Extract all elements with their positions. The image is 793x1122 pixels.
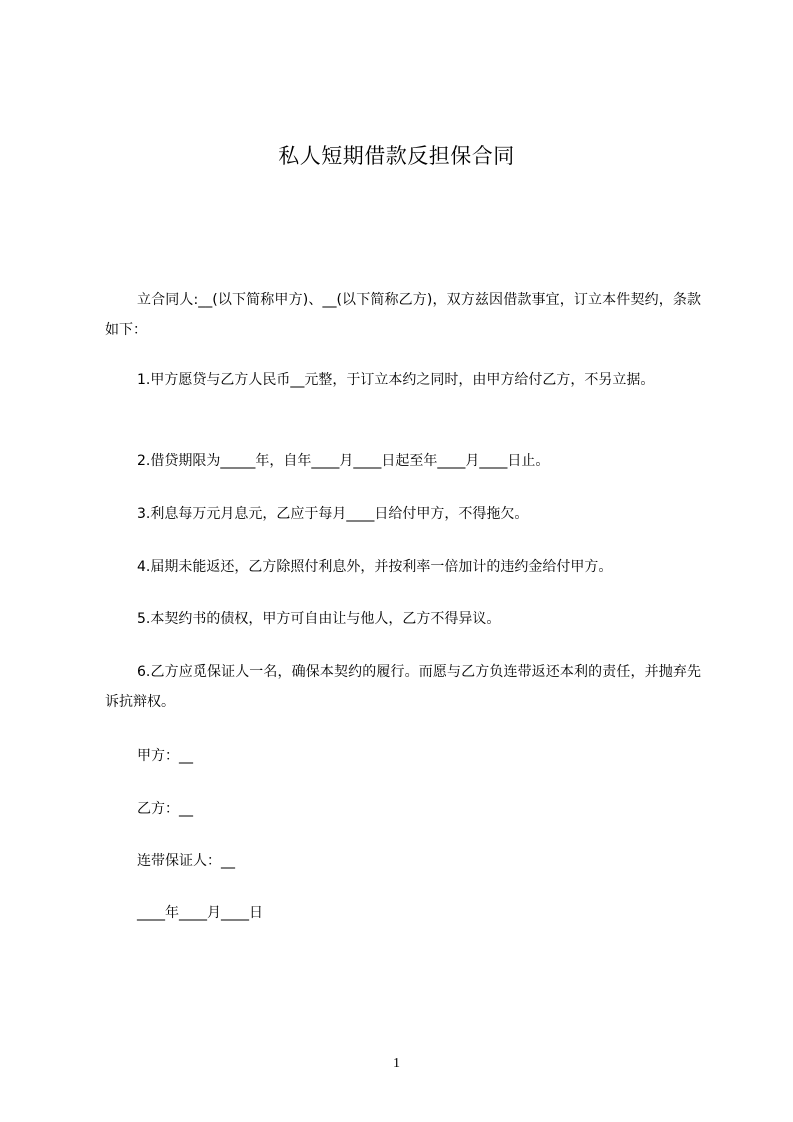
clause-2-loan-term: 2.借贷期限为_____年，自年____月____日起至年____月____日止。	[137, 453, 550, 469]
signature-guarantor: 连带保证人：__	[137, 853, 235, 869]
clause-3-interest: 3.利息每万元月息元，乙应于每月____日给付甲方，不得拖欠。	[137, 506, 529, 522]
signature-party-b: 乙方：__	[137, 801, 193, 817]
signature-party-a: 甲方：__	[137, 748, 193, 764]
clause-5-creditor-rights: 5.本契约书的债权，甲方可自由让与他人，乙方不得异议。	[137, 611, 501, 627]
signature-date: ____年____月____日	[137, 905, 263, 921]
paragraph-contracting-parties: 立合同人:__(以下简称甲方)、__(以下简称乙方)，双方兹因借款事宜，订立本件契约，条款如下：	[105, 292, 701, 338]
clause-4-default-penalty: 4.届期未能返还，乙方除照付利息外，并按利率一倍加计的违约金给付甲方。	[137, 559, 613, 575]
page-number: 1	[393, 1056, 400, 1071]
document-title: 私人短期借款反担保合同	[278, 144, 515, 168]
clause-1-loan-amount: 1.甲方愿贷与乙方人民币__元整，于订立本约之同时，由甲方给付乙方，不另立据。	[137, 372, 655, 388]
clause-6-guarantor: 6.乙方应觅保证人一名，确保本契约的履行。而愿与乙方负连带返还本利的责任，并抛弃先诉抗辩权。	[105, 664, 701, 710]
